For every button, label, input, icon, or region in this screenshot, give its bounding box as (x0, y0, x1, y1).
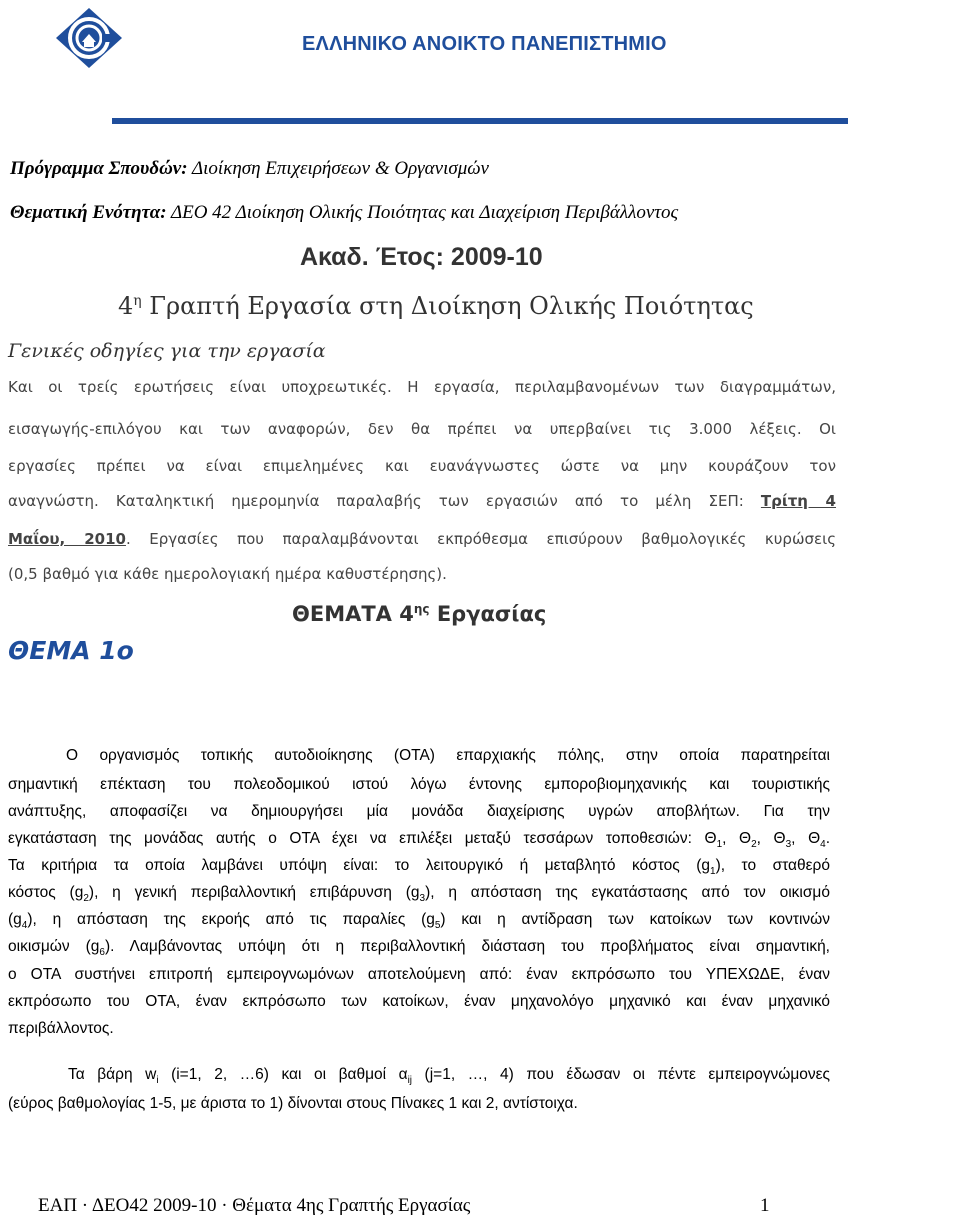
instructions-line-1: Και οι τρείς ερωτήσεις είναι υποχρεωτικές. Η εργασία, περιλαμβανομένων των διαγραμμάτων, (8, 378, 836, 396)
body-paragraph-2-line-2: (εύρος βαθμολογίας 1-5, με άριστα το 1) δίνονται στους Πίνακες 1 και 2, αντίστοιχα. (8, 1095, 578, 1112)
body-line-6 (8, 884, 830, 904)
body-text: κόστος (g (8, 884, 84, 901)
assignment-number: 4 (118, 292, 134, 320)
body-text: οικισμών (g (8, 938, 100, 955)
body-paragraph-2-line-1 (8, 1066, 830, 1086)
instructions-line-5 (8, 530, 836, 548)
general-instructions-heading: Γενικές οδηγίες για την εργασία (8, 340, 326, 362)
instructions-line-2: εισαγωγής-επιλόγου και των αναφορών, δεν θα πρέπει να υπερβαίνει τις 3.000 λέξεις. Οι (8, 420, 836, 438)
deadline-part-2: Μαΐου, 2010 (8, 530, 126, 548)
body-text: , Θ (756, 830, 786, 847)
subscript: 6 (99, 947, 105, 959)
header-rule (112, 118, 848, 124)
page-header (0, 0, 960, 130)
program-label: Πρόγραμμα Σπουδών: (10, 158, 188, 179)
subscript: ij (407, 1075, 413, 1087)
assignment-title-text: Γραπτή Εργασία στη Διοίκηση Ολικής Ποιότητας (141, 292, 754, 320)
subscript: 1 (710, 866, 716, 878)
body-text: , Θ (722, 830, 752, 847)
topic-heading: ΘΕΜΑ 1ο (8, 636, 134, 665)
subscript: 4 (820, 839, 826, 851)
body-line-1: Ο οργανισμός τοπικής αυτοδιοίκησης (ΟΤΑ) επαρχιακής πόλης, στην οποία παρατηρείται (66, 747, 830, 764)
body-line-5 (8, 857, 830, 877)
unit-value: ΔΕΟ 42 Διοίκηση Ολικής Ποιότητας και Διαχείριση Περιβάλλοντος (166, 202, 679, 223)
body-line-4 (8, 830, 830, 850)
subscript: 4 (21, 920, 28, 932)
instructions-line-6: (0,5 βαθμό για κάθε ημερολογιακή ημέρα καθυστέρησης). (8, 565, 447, 583)
body-line-8 (8, 938, 830, 958)
university-name: ΕΛΛΗΝΙΚΟ ΑΝΟΙΚΤΟ ΠΑΝΕΠΙΣΤΗΜΙΟ (302, 33, 667, 55)
themes-heading-ordinal: ης (413, 602, 430, 616)
instructions-text: . Εργασίες που παραλαμβάνονται εκπρόθεσμα επισύρουν βαθμολογικές κυρώσεις (125, 530, 836, 548)
body-line-7 (8, 911, 830, 931)
subscript: 2 (83, 893, 89, 905)
body-text: ). Λαμβάνοντας υπόψη ότι η περιβαλλοντική διάσταση του προβλήματος είναι σημαντική, (104, 938, 830, 955)
body-text: ) και η αντίδραση των κατοίκων των κοντινών (440, 911, 830, 928)
unit-line (10, 202, 678, 224)
university-logo-icon (52, 6, 126, 70)
body-text: . (825, 830, 830, 847)
page-number: 1 (760, 1195, 770, 1216)
body-text: ), η απόσταση της εκροής από τις παραλίες (g (27, 911, 435, 928)
page-footer: ΕΑΠ · ΔΕΟ42 2009-10 · Θέματα 4ης Γραπτής Εργασίας (38, 1195, 471, 1216)
themes-heading-text: ΘΕΜΑΤΑ 4 (292, 602, 414, 626)
body-text: ), η γενική περιβαλλοντική επιβάρυνση (g (88, 884, 420, 901)
body-text: Τα κριτήρια τα οποία λαμβάνει υπόψη είναι: το λειτουργικό ή μεταβλητό κόστος (g (8, 857, 710, 874)
subscript: 2 (751, 839, 757, 851)
body-text: εγκατάσταση της μονάδας αυτής ο ΟΤΑ έχει να επιλέξει μεταξύ τεσσάρων τοποθεσιών: Θ (8, 830, 717, 847)
body-text: ), η απόσταση της εγκατάστασης από τον οικισμό (425, 884, 830, 901)
program-line (10, 158, 489, 180)
assignment-ordinal: η (133, 293, 142, 309)
body-text: (i=1, 2, …6) και οι βαθμοί α (158, 1066, 408, 1083)
unit-label: Θεματική Ενότητα: (10, 202, 167, 223)
body-text: , Θ (791, 830, 821, 847)
subscript: 5 (434, 920, 441, 932)
academic-year: Ακαδ. Έτος: 2009-10 (300, 243, 543, 271)
program-value: Διοίκηση Επιχειρήσεων & Οργανισμών (187, 158, 489, 179)
body-line-3: ανάπτυξης, αποφασίζει να δημιουργήσει μία μονάδα διαχείρισης υγρών αποβλήτων. Για την (8, 803, 830, 820)
instructions-text: αναγνώστη. Καταληκτική ημερομηνία παραλαβής των εργασιών από το μέλη ΣΕΠ: (8, 492, 744, 510)
body-line-2: σημαντική επέκταση του πολεοδομικού ιστού λόγω έντονης εμποροβιομηχανικής και τουριστικής (8, 776, 830, 793)
instructions-line-4 (8, 492, 836, 510)
deadline-part-1: Τρίτη 4 (760, 492, 836, 510)
themes-heading (292, 602, 546, 626)
body-line-10: εκπρόσωπο του ΟΤΑ, έναν εκπρόσωπο των κατοίκων, έναν μηχανολόγο μηχανικό και έναν μηχανικό (8, 993, 830, 1010)
body-text: (g (8, 911, 22, 928)
instructions-line-3: εργασίες πρέπει να είναι επιμελημένες και ευανάγνωστες ώστε να μην κουράζουν τον (8, 457, 836, 475)
body-text: Τα βάρη w (68, 1066, 157, 1083)
subscript: i (156, 1075, 159, 1087)
subscript: 1 (716, 839, 723, 851)
subscript: 3 (785, 839, 792, 851)
body-text: ), το σταθερό (715, 857, 830, 874)
body-text: (j=1, …, 4) που έδωσαν οι πέντε εμπειρογνώμονες (412, 1066, 831, 1083)
body-line-11: περιβάλλοντος. (8, 1020, 114, 1037)
body-line-9: ο ΟΤΑ συστήνει επιτροπή εμπειρογνωμόνων αποτελούμενη από: έναν εκπρόσωπο του ΥΠΕΧΩΔΕ, έναν (8, 966, 830, 983)
subscript: 3 (419, 893, 426, 905)
themes-heading-text: Εργασίας (429, 602, 547, 626)
assignment-title (118, 292, 754, 320)
